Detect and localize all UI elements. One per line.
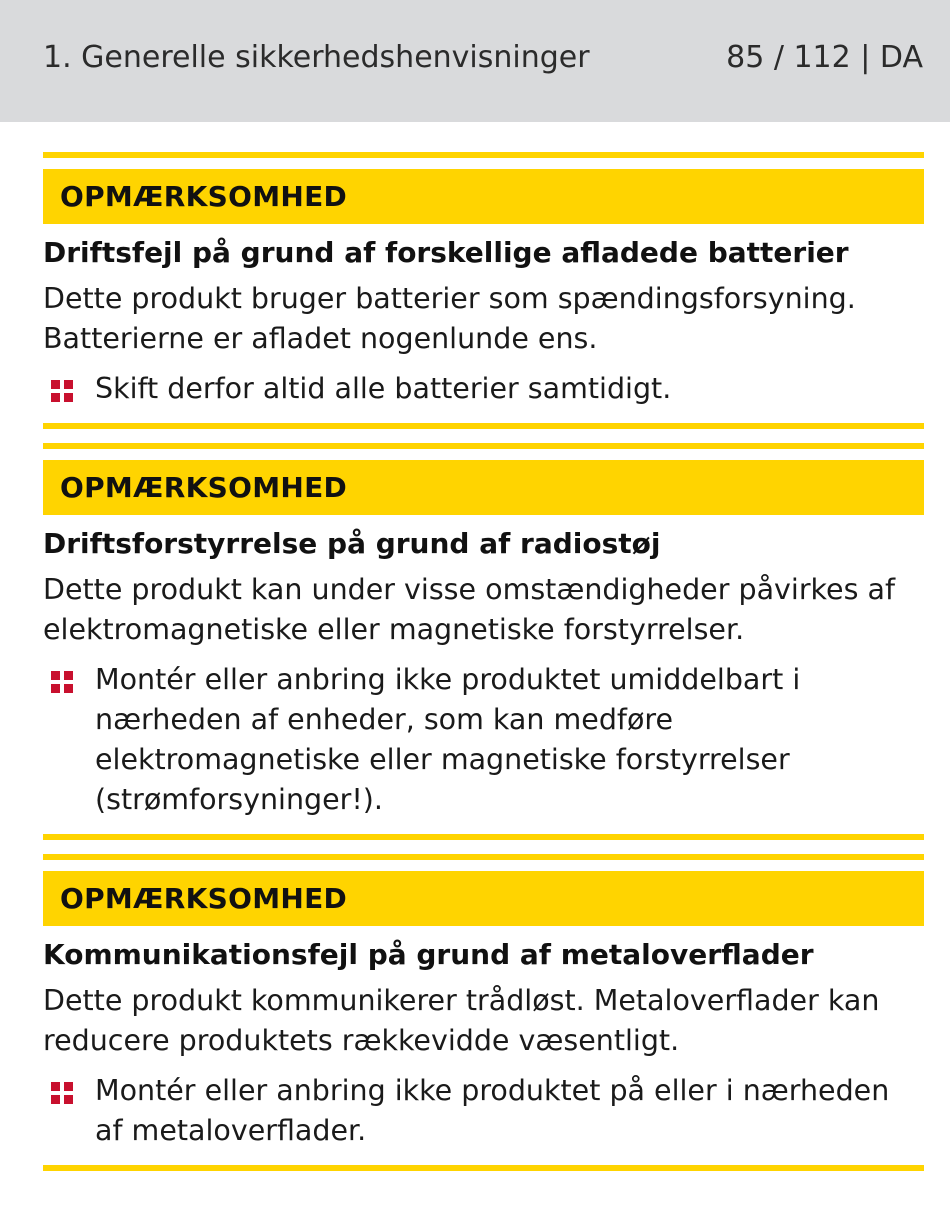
attention-notice-metal-surfaces bbox=[43, 854, 924, 1171]
notice-banner-label: OPMÆRKSOMHED bbox=[60, 882, 348, 915]
notice-action-text: Skift derfor altid alle batterier samtidigt. bbox=[95, 372, 672, 405]
notice-action bbox=[43, 1071, 924, 1151]
notice-action bbox=[43, 369, 924, 409]
notice-banner-label: OPMÆRKSOMHED bbox=[60, 471, 348, 504]
page-header bbox=[0, 0, 950, 122]
notice-heading: Kommunikationsfejl på grund af metaloverflader bbox=[43, 938, 814, 971]
notice-top-rule bbox=[43, 152, 924, 158]
notice-action-text: Montér eller anbring ikke produktet umiddelbart i nærheden af enheder, som kan medføre elektromagnetiske eller magnetiske forstyrrelser (strømforsyninger!). bbox=[95, 663, 801, 816]
notice-body: Dette produkt bruger batterier som spændingsforsyning. Batterierne er afladet nogenlunde ens. bbox=[43, 282, 856, 355]
red-square-bullet-icon bbox=[43, 1071, 95, 1104]
notice-banner bbox=[43, 460, 924, 515]
notice-body: Dette produkt kommunikerer trådløst. Metaloverflader kan reducere produktets rækkevidde væsentligt. bbox=[43, 984, 880, 1057]
section-title: 1. Generelle sikkerhedshenvisninger bbox=[43, 40, 590, 75]
red-square-bullet-icon bbox=[43, 660, 95, 693]
notice-banner bbox=[43, 169, 924, 224]
notice-body: Dette produkt kan under visse omstændigheder påvirkes af elektromagnetiske eller magnetiske forstyrrelser. bbox=[43, 573, 895, 646]
notice-bottom-rule bbox=[43, 1165, 924, 1171]
notice-bottom-rule bbox=[43, 423, 924, 429]
notice-bottom-rule bbox=[43, 834, 924, 840]
notice-top-rule bbox=[43, 854, 924, 860]
page-content bbox=[43, 152, 924, 1185]
attention-notice-radio-interference bbox=[43, 443, 924, 840]
notice-action-text: Montér eller anbring ikke produktet på eller i nærheden af metaloverflader. bbox=[95, 1074, 890, 1147]
notice-heading: Driftsfejl på grund af forskellige afladede batterier bbox=[43, 236, 849, 269]
notice-banner bbox=[43, 871, 924, 926]
notice-top-rule bbox=[43, 443, 924, 449]
page-number: 85 / 112 | DA bbox=[726, 40, 923, 75]
attention-notice-battery bbox=[43, 152, 924, 429]
notice-action bbox=[43, 660, 924, 820]
notice-heading: Driftsforstyrrelse på grund af radiostøj bbox=[43, 527, 661, 560]
notice-banner-label: OPMÆRKSOMHED bbox=[60, 180, 348, 213]
red-square-bullet-icon bbox=[43, 369, 95, 402]
